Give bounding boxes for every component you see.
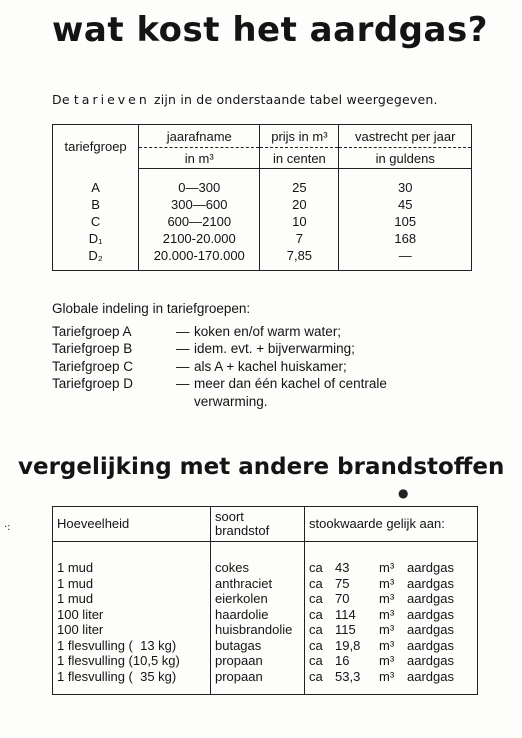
intro-spaced-word: tarieven: [73, 92, 150, 107]
equivalent-value: [309, 576, 473, 592]
cell-group: D₁: [53, 230, 139, 247]
equivalent-value: [309, 607, 473, 623]
cell-group: C: [53, 213, 139, 230]
classification-item: [52, 340, 387, 358]
classification-dash: —: [176, 358, 190, 374]
cell-fuel: propaan: [211, 653, 305, 669]
cell-fixed: 168: [339, 230, 472, 247]
cell-equivalent: [305, 622, 478, 638]
print-speck: ·:: [4, 522, 11, 533]
cell-group: A: [53, 169, 139, 197]
cell-fuel: cokes: [211, 542, 305, 576]
cell-equivalent: [305, 576, 478, 592]
classification-dash: —: [176, 376, 190, 391]
fuel-comparison-table: [52, 506, 478, 695]
page-title: wat kost het aardgas?: [52, 10, 488, 50]
intro-post: zijn in de onderstaande tabel weergegeven.: [149, 92, 438, 107]
equivalent-number: 53,3: [335, 668, 361, 684]
table-row: [53, 542, 478, 576]
cell-fixed: 30: [339, 169, 472, 197]
cell-quantity: 100 liter: [53, 607, 211, 623]
equivalent-gas: aardgas: [407, 637, 454, 653]
equivalent-value: [309, 638, 473, 654]
classification-item: [52, 375, 387, 393]
classification-text: idem. evt. + bijverwarming;: [194, 341, 355, 356]
equivalent-gas: aardgas: [407, 606, 454, 622]
cell-equivalent: [305, 607, 478, 623]
equivalent-value: [309, 669, 473, 685]
cell-price: 20: [260, 196, 339, 213]
header-soort-brandstof: [211, 507, 305, 542]
cell-fixed: 45: [339, 196, 472, 213]
table-row: [53, 669, 478, 695]
cell-fuel: butagas: [211, 638, 305, 654]
header-vastrecht-unit: in guldens: [339, 148, 472, 169]
header-soort: soort: [215, 509, 244, 524]
cell-usage: 600—2100: [139, 213, 260, 230]
cell-quantity: 1 flesvulling (10,5 kg): [53, 653, 211, 669]
classification-item: [52, 323, 387, 341]
equivalent-number: 75: [335, 575, 350, 591]
equivalent-unit: m³: [379, 668, 395, 684]
equivalent-value: [309, 591, 473, 607]
cell-fuel: propaan: [211, 669, 305, 695]
cell-quantity: 1 mud: [53, 576, 211, 592]
cell-price: 25: [260, 169, 339, 197]
table-row: [53, 591, 478, 607]
cell-usage: 300—600: [139, 196, 260, 213]
equivalent-gas: aardgas: [407, 622, 454, 637]
cell-group: D₂: [53, 247, 139, 271]
equivalent-number: 19,8: [335, 637, 361, 653]
cell-fuel: eierkolen: [211, 591, 305, 607]
cell-price: 7: [260, 230, 339, 247]
classification-continuation: verwarming.: [194, 393, 268, 409]
classification-label: Tariefgroep D: [52, 376, 134, 391]
cell-fixed: —: [339, 247, 472, 271]
equivalent-unit: m³: [379, 575, 395, 591]
cell-usage: 20.000-170.000: [139, 247, 260, 271]
header-stookwaarde: stookwaarde gelijk aan:: [305, 507, 478, 542]
table-row: [53, 230, 472, 247]
equivalent-approx: ca: [309, 591, 323, 606]
table-row: [53, 169, 472, 197]
cell-equivalent: [305, 591, 478, 607]
cell-group: B: [53, 196, 139, 213]
cell-fuel: anthraciet: [211, 576, 305, 592]
cell-fuel: haardolie: [211, 607, 305, 623]
cell-equivalent: [305, 638, 478, 654]
section-heading: vergelijking met andere brandstoffen: [18, 454, 505, 480]
classification-dash: —: [176, 341, 190, 356]
table-row: [53, 638, 478, 654]
cell-equivalent: [305, 669, 478, 695]
table-row: [53, 607, 478, 623]
header-hoeveelheid: Hoeveelheid: [53, 507, 211, 542]
classification-title: Globale indeling in tariefgroepen:: [52, 301, 251, 316]
tariff-table: [52, 124, 472, 271]
classification-item: [52, 358, 387, 376]
header-jaarafname: jaarafname: [139, 125, 260, 148]
classification-text: koken en/of warm water;: [194, 323, 342, 339]
cell-fixed: 105: [339, 213, 472, 230]
equivalent-number: 115: [335, 622, 356, 637]
cell-quantity: 1 mud: [53, 591, 211, 607]
equivalent-number: 43: [335, 560, 350, 575]
classification-label: Tariefgroep B: [52, 341, 133, 356]
equivalent-approx: ca: [309, 622, 323, 637]
equivalent-value: [309, 653, 473, 669]
print-speck: ●: [398, 486, 409, 500]
equivalent-gas: aardgas: [407, 653, 454, 668]
table-row: [53, 247, 472, 271]
equivalent-gas: aardgas: [407, 575, 454, 591]
header-vastrecht: vastrecht per jaar: [339, 125, 472, 148]
equivalent-unit: m³: [379, 606, 395, 622]
equivalent-number: 70: [335, 591, 350, 606]
equivalent-gas: aardgas: [407, 668, 454, 684]
equivalent-number: 16: [335, 653, 350, 668]
table-row: [53, 213, 472, 230]
equivalent-unit: m³: [379, 591, 395, 606]
equivalent-approx: ca: [309, 637, 323, 653]
header-tariefgroep: tariefgroep: [53, 125, 139, 169]
table-row: [53, 622, 478, 638]
header-jaarafname-unit: in m³: [139, 148, 260, 169]
equivalent-gas: aardgas: [407, 591, 454, 606]
cell-fuel: huisbrandolie: [211, 622, 305, 638]
equivalent-gas: aardgas: [407, 560, 454, 575]
header-prijs-unit: in centen: [260, 148, 339, 169]
cell-quantity: 1 flesvulling ( 13 kg): [53, 638, 211, 654]
cell-equivalent: [305, 653, 478, 669]
table-row: [53, 196, 472, 213]
equivalent-approx: ca: [309, 575, 323, 591]
classification-dash: —: [176, 323, 190, 339]
cell-quantity: 1 mud: [53, 542, 211, 576]
equivalent-value: [309, 622, 473, 638]
equivalent-approx: ca: [309, 653, 323, 668]
classification-label: Tariefgroep C: [52, 358, 134, 374]
equivalent-unit: m³: [379, 653, 395, 668]
equivalent-approx: ca: [309, 668, 323, 684]
classification-text: meer dan één kachel of centrale: [194, 376, 387, 391]
intro-pre: De: [52, 92, 74, 107]
table-row: [53, 653, 478, 669]
equivalent-unit: m³: [379, 560, 395, 575]
classification-label: Tariefgroep A: [52, 323, 132, 339]
tariff-classification: [52, 300, 387, 410]
equivalent-value: [309, 560, 473, 576]
equivalent-number: 114: [335, 606, 356, 622]
table-row: [53, 576, 478, 592]
cell-quantity: 1 flesvulling ( 35 kg): [53, 669, 211, 695]
equivalent-approx: ca: [309, 560, 323, 575]
equivalent-approx: ca: [309, 606, 323, 622]
cell-quantity: 100 liter: [53, 622, 211, 638]
classification-text: als A + kachel huiskamer;: [194, 358, 347, 374]
cell-price: 10: [260, 213, 339, 230]
header-prijs: prijs in m³: [260, 125, 339, 148]
equivalent-unit: m³: [379, 637, 395, 653]
cell-equivalent: [305, 542, 478, 576]
cell-usage: 2100-20.000: [139, 230, 260, 247]
cell-usage: 0—300: [139, 169, 260, 197]
cell-price: 7,85: [260, 247, 339, 271]
equivalent-unit: m³: [379, 622, 395, 637]
intro-text: [52, 92, 438, 107]
header-brandstof: brandstof: [215, 523, 270, 538]
